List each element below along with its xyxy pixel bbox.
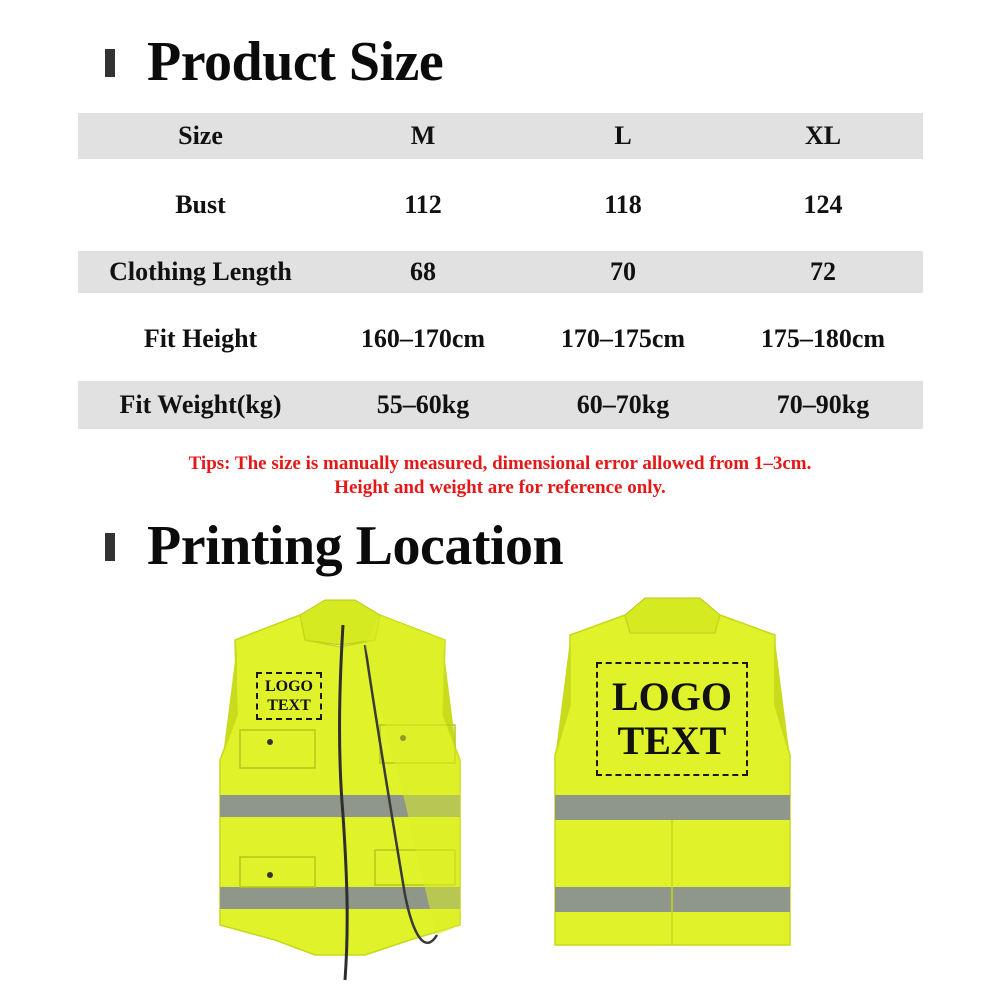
table-cell: 124 — [803, 190, 843, 219]
header-cell: M — [410, 121, 436, 150]
table-cell: 70 — [610, 257, 636, 286]
row-label: Fit Height — [143, 324, 258, 353]
table-cell: 60–70kg — [576, 390, 670, 419]
table-cell: 118 — [604, 190, 642, 219]
vest-front-image — [215, 595, 465, 995]
size-table — [78, 113, 923, 429]
table-cell: 68 — [410, 257, 436, 286]
table-cell: 175–180cm — [760, 324, 886, 353]
header-cell: XL — [804, 121, 842, 150]
table-cell: 112 — [404, 190, 442, 219]
table-cell: 170–175cm — [560, 324, 686, 353]
printing-location-title: Printing Location — [105, 518, 563, 574]
row-label: Bust — [175, 190, 226, 219]
product-size-title: Product Size — [105, 34, 443, 90]
vest-back-image — [550, 595, 795, 975]
tips-line-1: Tips: The size is manually measured, dimensional error allowed from 1–3cm. — [188, 453, 812, 474]
front-logo-area: LOGO TEXT — [256, 672, 322, 720]
table-cell: 160–170cm — [360, 324, 486, 353]
table-header-row — [78, 113, 923, 159]
table-cell: 55–60kg — [376, 390, 470, 419]
size-tips — [0, 452, 1000, 500]
header-cell: L — [614, 121, 632, 150]
row-label: Fit Weight(kg) — [119, 390, 282, 419]
back-logo-area: LOGO TEXT — [596, 662, 748, 776]
table-row — [78, 381, 923, 429]
section-marker-icon — [105, 533, 115, 561]
header-cell: Size — [178, 121, 223, 150]
table-cell: 70–90kg — [776, 390, 870, 419]
table-row — [78, 319, 923, 359]
table-row — [78, 185, 923, 225]
tips-line-2: Height and weight are for reference only. — [334, 477, 666, 498]
row-label: Clothing Length — [109, 257, 292, 286]
table-row — [78, 251, 923, 293]
section-marker-icon — [105, 49, 115, 77]
table-cell: 72 — [810, 257, 836, 286]
